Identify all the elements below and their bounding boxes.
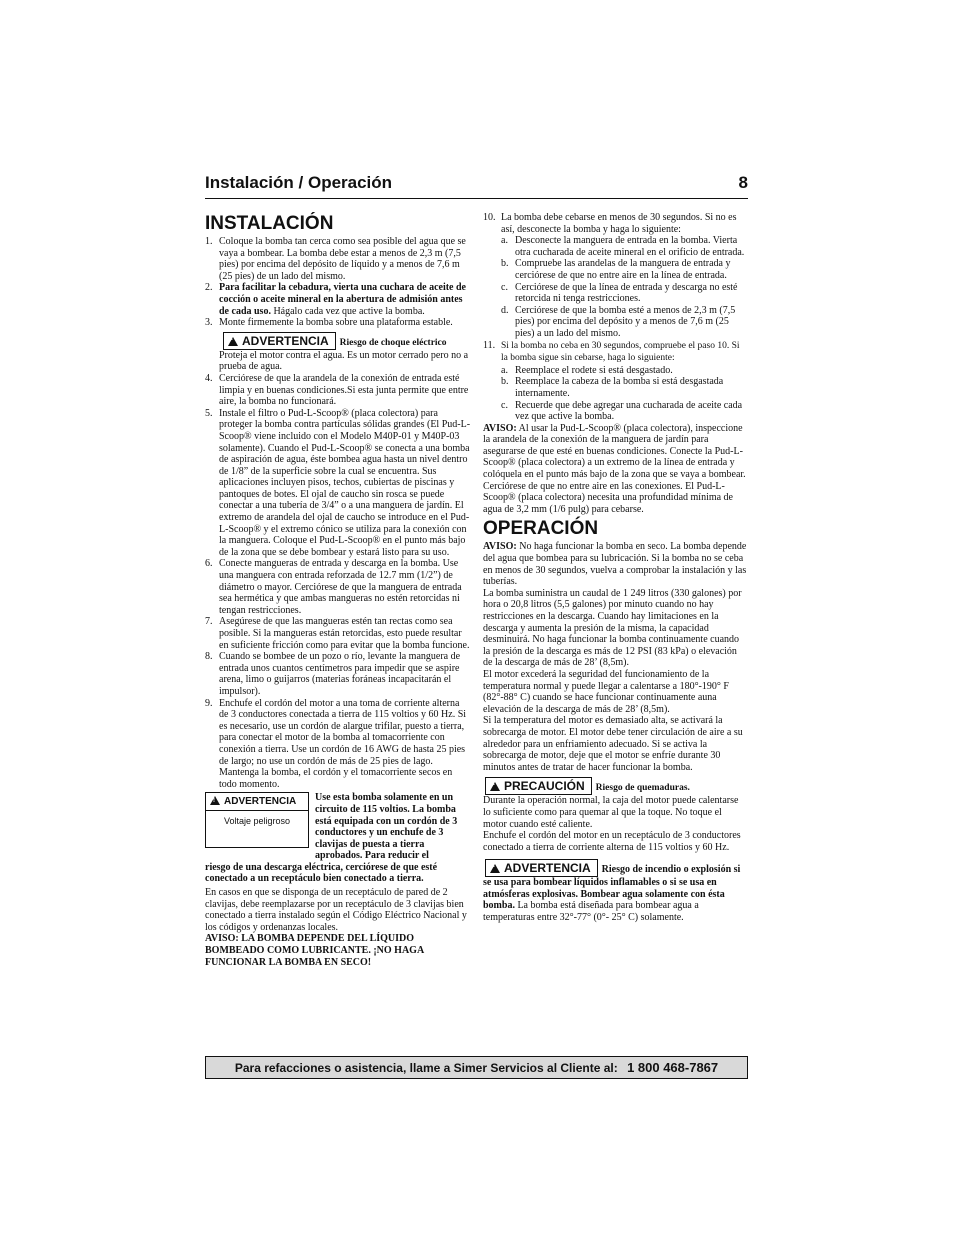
warning-triangle-icon: ! — [490, 779, 504, 793]
overload-paragraph: Si la temperatura del motor es demasiado alta, se activará la sobrecarga de motor. El motor debe tener circulación de aire a su alrededor para un enfriamiento adecuado. Si se activa la sobrecarga de motor, deje que el motor se enfríe durante 30 minutos antes de tratar de hacer funcionar la bomba. — [483, 715, 743, 773]
sub-steps — [501, 365, 748, 423]
list-item: 5. Instale el filtro o Pud-L-Scoop® (placa colectora) para proteger la bomba contra partículas sólidas grandes (El Pud-L-Scoop® viene incluido con el Modelo M40P-01 y M40P-03 solamente). Cuando el Pud-L-Scoop® se conecta a una bomba de aspiración de agua, éste bombea agua hasta un nivel dentro de 1/8” de la superficie sobre la cual se encuentra. Sus aplicaciones incluyen pisos, techos, cubiertas de piscinas y pantoques de botes. El ojal de caucho sin rosca se puede conectar a una tubería de 3/4” o a una manguera de jardín. El extremo de arandela del ojal de caucho se introduce en el Pud-L-Scoop® y el extremo cónico se utiliza para la conexión con la manguera. Coloque el Pud-L-Scoop® en el punto más bajo de la zona que se debe bombear y estará listo para su uso. — [205, 407, 471, 558]
warning-badge: ! ADVERTENCIA — [485, 859, 598, 877]
list-item: b. Compruebe las arandelas de la manguera de entrada y cerciórese de que no entre aire en la línea de entrada. — [501, 258, 731, 281]
warning-triangle-icon: ! — [490, 861, 504, 875]
warning-shock: ! ADVERTENCIA Riesgo de choque eléctrico Proteja el motor contra el agua. Es un motor cerrado pero no a prueba de agua. — [219, 333, 469, 373]
temperature-paragraph: El motor excederá la seguridad del funcionamiento de la temperatura normal y puede llegar a calentarse a 180°-190° F (82°-88° C) cuando se hace funcionar continuamente auna elevación de la descarga de más de 28’ (8,5m). — [483, 668, 729, 715]
manual-page — [205, 0, 748, 1235]
page-number: 8 — [738, 173, 748, 192]
list-item: 1. Coloque la bomba tan cerca como sea posible del agua que se vaya a bombear. La bomba debe estar a menos de 2,3 m (7,5 pies) por encima del depósito de líquido y a menos de 7,6 m (25 pies) de un lado del mismo. — [205, 236, 466, 282]
list-item: c. Recuerde que debe agregar una cucharada de aceite cada vez que active la bomba. — [501, 399, 743, 423]
warning-badge: ! ADVERTENCIA — [223, 332, 336, 350]
plug-paragraph: Enchufe el cordón del motor en un receptáculo de 3 conductores conectado a tierra de corriente alterna de 115 voltios y 60 Hz. — [483, 830, 741, 853]
warning-triangle-icon: ! — [228, 334, 242, 348]
install-steps-cont — [205, 373, 471, 790]
voltage-warning-text: Use esta bomba solamente en un circuito de 115 voltios. La bomba está equipada con un cordón de 3 conductores y un enchufe de 3 clavijas de puesta a tierra aprobados. Para reducir el — [315, 792, 458, 862]
footer-phone: 1 800 468-7867 — [627, 1060, 719, 1075]
list-item: 10. La bomba debe cebarse en menos de 30 segundos. Si no es así, desconecte la bomba y haga lo siguiente: a. Desconecte la manguera de entrada en la bomba. Vierta otra cucharada de aceite mineral en el orificio de entrada. b. Compruebe las arandelas de la manguera de entrada y cerciórese de que no entre aire en la línea de entrada. c. Cerciórese de que la línea de entrada y descarga no esté retorcida ni tenga restricciones. d. Cerciórese de que la bomba esté a menos de 2,3 m (7,5 pies) por encima del depósito y a menos de 7,6 m (25 pies) a un lado del mismo. — [483, 212, 748, 340]
two-prong-paragraph: En casos en que se disponga de un receptáculo de pared de 2 clavijas, debe reemplazarse por un receptáculo de 3 clavijas bien conectado a tierra instalado según el Código Eléctrico Nacional y los códigos y ordenanzas locales. — [205, 887, 467, 933]
warning-voltage — [205, 792, 471, 862]
list-item: 11. Si la bomba no ceba en 30 segundos, compruebe el paso 10. Si la bomba sigue sin cebarse, haga lo siguiente: a. Reemplace el rodete si está desgastado. b. Reemplace la cabeza de la bomba si está desgastada internamente. c. Recuerde que debe agregar una cucharada de aceite cada vez que active la bomba. — [483, 340, 748, 423]
list-item: a. Reemplace el rodete si está desgastado. — [501, 364, 673, 376]
list-item: 8. Cuando se bombee de un pozo o río, levante la manguera de entrada unos cuantos centímetros para impedir que se aspire arena, limo o guijarros (materias foráneas incapacitarán el impulsor). — [205, 651, 461, 697]
warning-triangle-icon: ! — [210, 796, 224, 808]
voltage-warning-box: ! ADVERTENCIA Voltaje peligroso — [205, 792, 309, 848]
list-item: 3. Monte firmemente la bomba sobre una plataforma estable. — [205, 317, 453, 329]
list-item: 9. Enchufe el cordón del motor a una toma de corriente alterna de 3 conductores conectada a tierra de 115 voltios y 60 Hz. Si es necesario, use un cordón de alargue trifilar, puesto a tierra, para conectar el motor de la bomba al tomacorriente con conexión a tierra. Use un cordón de 16 AWG de hasta 25 pies de largo; no use un cordón de más de 25 pies de lago. Mantenga la bomba, el cordón y el tomacorriente secos en todo momento. — [205, 697, 467, 790]
install-steps-right — [483, 212, 748, 423]
support-footer — [205, 1056, 748, 1079]
warning-fire: ! ADVERTENCIA Riesgo de incendio o explosión si se usa para bombear líquidos inflamables o si se usa en atmósferas explosivas. Bombear agua solamente con ésta bomba. La bomba está diseñada para bombear agua a temperaturas entre 32°-77° (0°- 25° C) solamente. — [483, 861, 741, 924]
pud-l-scoop-notice: AVISO: Al usar la Pud-L-Scoop® (placa colectora), inspeccione la arandela de la conexión de la manguera de jardín para asegurarse de que esté en buenas condiciones. Conecte la Pud-L-Scoop® (placa colectora) a un extremo de la línea de entrada y colóquela en el punto más bajo de la zona que se vaya a bombear. Cerciórese de que no entre aire en las conexiones. El Pud-L-Scoop® (placa colectora) necesita una profundidad mínima de agua de 3,2 mm (1/6 pulg) para cebarse. — [483, 422, 746, 515]
list-item: 6. Conecte mangueras de entrada y descarga en la bomba. Use una manguera con entrada reforzada de 12.7 mm (1/2”) de diámetro o mayor. Cerciórese de que la manguera de entrada sea hermética y que ambas mangueras no estén retorcidas ni tengan restricciones. — [205, 558, 462, 616]
page-header — [205, 172, 748, 199]
list-item: 7. Asegúrese de que las mangueras estén tan rectas como sea posible. Si la mangueras están retorcidas, esto puede resultar en suficiente fricción como para evitar que la bomba funcione. — [205, 616, 470, 651]
caution-badge: ! PRECAUCIÓN — [485, 777, 592, 795]
list-item: d. Cerciórese de que la bomba esté a menos de 2,3 m (7,5 pies) por encima del depósito y a menos de 7,6 m (25 pies) a un lado del mismo. — [501, 304, 736, 339]
flow-paragraph: La bomba suministra un caudal de 1 249 litros (330 galones) por hora o 20,8 litros (5,5 galones) por minuto cuando no hay restricciones en la descarga. Cuando hay limitaciones en la descarga y aumenta la presión de la misma, la capacidad desminuirá. No haga funcionar la bomba continuamente cuando la presión de la descarga es más de 12 PSI (83 kPa) o elevación de la descarga de más de 28’ (8,5m). — [483, 587, 742, 669]
caution-burn: ! PRECAUCIÓN Riesgo de quemaduras. — [483, 777, 748, 795]
list-item: b. Reemplace la cabeza de la bomba si está desgastada internamente. — [501, 376, 724, 399]
section-heading-operacion: OPERACIÓN — [483, 518, 599, 540]
list-item: c. Cerciórese de que la línea de entrada y descarga no esté retorcida ni tenga restricciones. — [501, 281, 738, 305]
install-steps — [205, 236, 471, 329]
list-item: 4. Cerciórese de que la arandela de la conexión de entrada esté limpia y en buenas condiciones.Si esta junta permite que entre aire, la bomba no funcionará. — [205, 372, 469, 408]
footer-text: Para refacciones o asistencia, llame a Simer Servicios al Cliente al: — [234, 1061, 618, 1075]
list-item: a. Desconecte la manguera de entrada en la bomba. Vierta otra cucharada de aceite mineral en el orificio de entrada. — [501, 235, 745, 258]
dry-run-paragraph: AVISO: No haga funcionar la bomba en seco. La bomba depende del agua que bombea para su lubricación. Si la bomba no se ceba en menos de 30 segundos, vuelva a comprobar la instalación y las tuberías. — [483, 541, 747, 588]
list-item: 2. Para facilitar la cebadura, vierta una cuchara de aceite de cocción o aceite mineral en la abertura de admisión antes de cada uso. Hágalo cada vez que active la bomba. — [205, 282, 466, 317]
sub-steps — [501, 235, 748, 339]
left-column — [205, 212, 471, 1052]
dry-run-notice: AVISO: LA BOMBA DEPENDE DEL LÍQUIDO BOMBEADO COMO LUBRICANTE. ¡NO HAGA FUNCIONAR LA BOMBA EN SECO! — [205, 933, 424, 968]
caution-text: Durante la operación normal, la caja del motor puede calentarse lo suficiente como para quemar al que la toque. No toque el motor cuando esté caliente. — [483, 795, 739, 830]
right-column — [483, 212, 748, 1052]
voltage-warning-cont: riesgo de una descarga eléctrica, cerciórese de que esté conectado a un receptáculo bien conectado a tierra. — [205, 861, 438, 885]
page-title: Instalación / Operación — [205, 173, 393, 192]
section-heading-instalacion: INSTALACIÓN — [205, 213, 334, 234]
